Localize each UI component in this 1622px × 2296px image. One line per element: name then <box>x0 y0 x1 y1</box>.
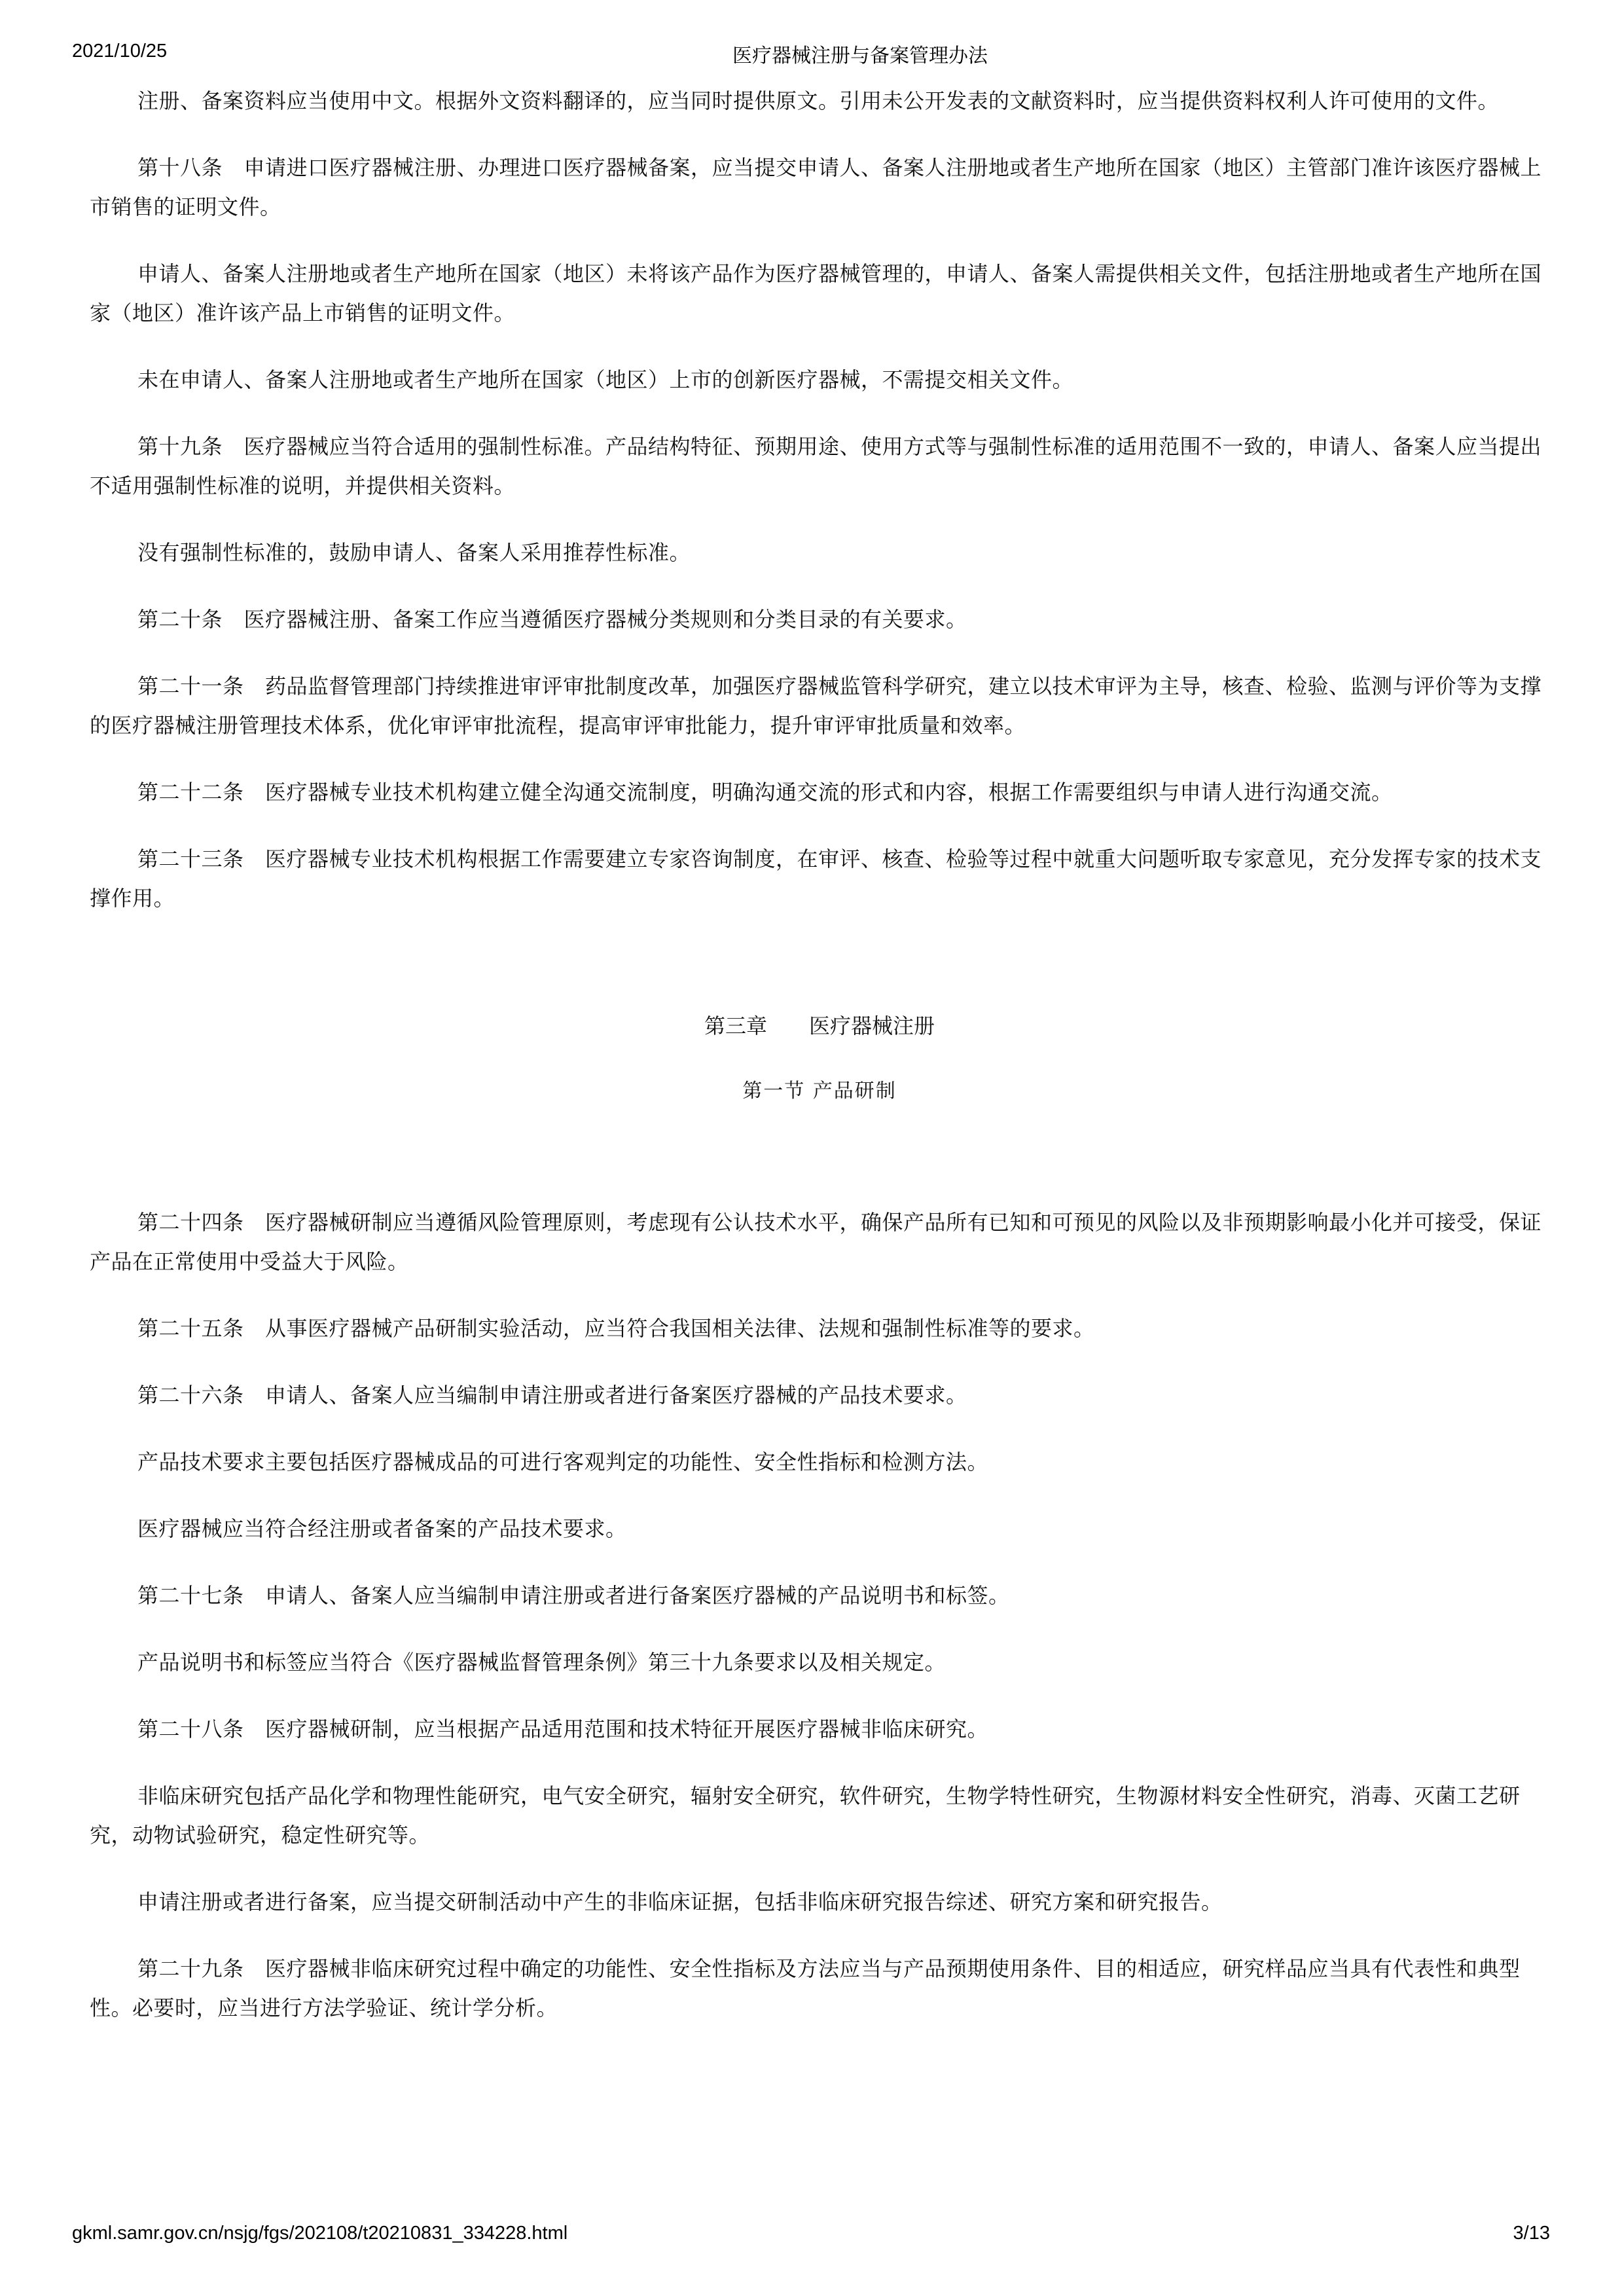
article-22: 第二十二条 医疗器械专业技术机构建立健全沟通交流制度，明确沟通交流的形式和内容，根据工作需要组织与申请人进行沟通交流。 <box>137 780 1393 805</box>
paragraph: 申请人、备案人注册地或者生产地所在国家（地区）未将该产品作为医疗器械管理的，申请人、备案人需提供相关文件，包括注册地或者生产地所在国家（地区）准许该产品上市销售的证明文件。 <box>90 261 1542 325</box>
source-url: gkml.samr.gov.cn/nsjg/fgs/202108/t20210831_334228.html <box>72 2223 568 2244</box>
paragraph: 没有强制性标准的，鼓励申请人、备案人采用推荐性标准。 <box>137 540 691 565</box>
article-29: 第二十九条 医疗器械非临床研究过程中确定的功能性、安全性指标及方法应当与产品预期使用条件、目的相适应，研究样品应当具有代表性和典型性。必要时，应当进行方法学验证、统计学分析。 <box>90 1956 1521 2020</box>
article-24: 第二十四条 医疗器械研制应当遵循风险管理原则，考虑现有公认技术水平，确保产品所有已知和可预见的风险以及非预期影响最小化并可接受，保证产品在正常使用中受益大于风险。 <box>90 1210 1542 1274</box>
article-18: 第十八条 申请进口医疗器械注册、办理进口医疗器械备案，应当提交申请人、备案人注册地或者生产地所在国家（地区）主管部门准许该医疗器械上市销售的证明文件。 <box>90 155 1542 219</box>
page-number: 3/13 <box>1513 2223 1550 2244</box>
paragraph: 注册、备案资料应当使用中文。根据外文资料翻译的，应当同时提供原文。引用未公开发表的文献资料时，应当提供资料权利人许可使用的文件。 <box>137 88 1500 113</box>
print-date: 2021/10/25 <box>72 41 168 62</box>
article-26: 第二十六条 申请人、备案人应当编制申请注册或者进行备案医疗器械的产品技术要求。 <box>137 1383 967 1408</box>
paragraph: 未在申请人、备案人注册地或者生产地所在国家（地区）上市的创新医疗器械，不需提交相关文件。 <box>137 367 1074 392</box>
chapter-heading: 第三章 医疗器械注册 <box>704 1013 935 1038</box>
article-19: 第十九条 医疗器械应当符合适用的强制性标准。产品结构特征、预期用途、使用方式等与强制性标准的适用范围不一致的，申请人、备案人应当提出不适用强制性标准的说明，并提供相关资料。 <box>90 434 1542 498</box>
article-23: 第二十三条 医疗器械专业技术机构根据工作需要建立专家咨询制度，在审评、核查、检验等过程中就重大问题听取专家意见，充分发挥专家的技术支撑作用。 <box>90 847 1542 911</box>
section-heading: 第一节 产品研制 <box>742 1080 897 1102</box>
paragraph: 产品说明书和标签应当符合《医疗器械监督管理条例》第三十九条要求以及相关规定。 <box>137 1650 946 1675</box>
paragraph: 非临床研究包括产品化学和物理性能研究，电气安全研究，辐射安全研究，软件研究，生物学特性研究，生物源材料安全性研究，消毒、灭菌工艺研究，动物试验研究，稳定性研究等。 <box>90 1783 1521 1848</box>
article-21: 第二十一条 药品监督管理部门持续推进审评审批制度改革，加强医疗器械监管科学研究，建立以技术审评为主导，核查、检验、监测与评价等为支撑的医疗器械注册管理技术体系，优化审评审批流程，提高审评审批能力，提升审评审批质量和效率。 <box>90 674 1542 738</box>
paragraph: 申请注册或者进行备案，应当提交研制活动中产生的非临床证据，包括非临床研究报告综述、研究方案和研究报告。 <box>137 1889 1223 1914</box>
article-28: 第二十八条 医疗器械研制，应当根据产品适用范围和技术特征开展医疗器械非临床研究。 <box>137 1717 989 1741</box>
article-25: 第二十五条 从事医疗器械产品研制实验活动，应当符合我国相关法律、法规和强制性标准等的要求。 <box>137 1316 1095 1341</box>
paragraph: 医疗器械应当符合经注册或者备案的产品技术要求。 <box>137 1516 627 1541</box>
article-27: 第二十七条 申请人、备案人应当编制申请注册或者进行备案医疗器械的产品说明书和标签。 <box>137 1583 1010 1608</box>
paragraph: 产品技术要求主要包括医疗器械成品的可进行客观判定的功能性、安全性指标和检测方法。 <box>137 1449 989 1474</box>
page-title: 医疗器械注册与备案管理办法 <box>732 45 988 67</box>
document-body <box>90 81 1549 2028</box>
article-20: 第二十条 医疗器械注册、备案工作应当遵循医疗器械分类规则和分类目录的有关要求。 <box>137 607 967 632</box>
